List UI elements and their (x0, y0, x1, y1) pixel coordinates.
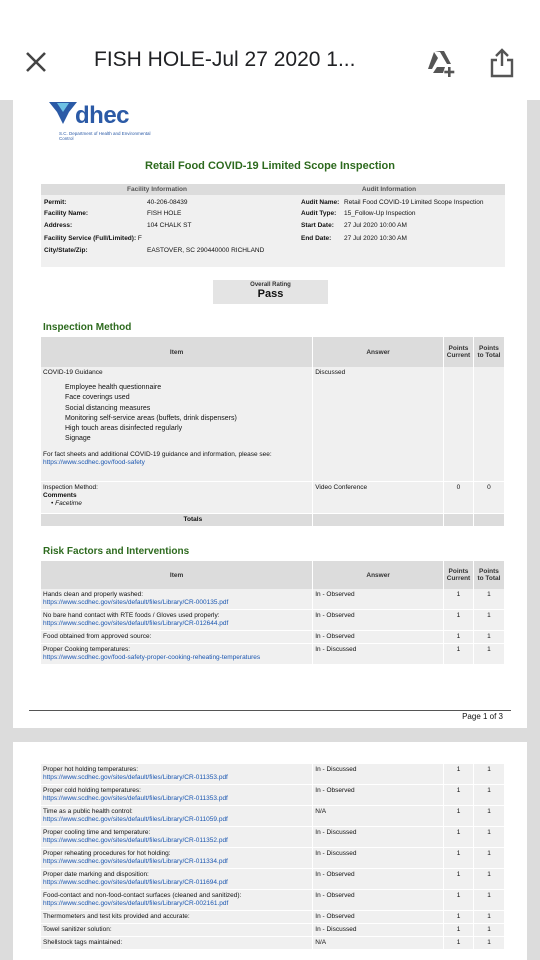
table-row (41, 827, 505, 848)
row-points-current: 1 (444, 589, 474, 610)
col-answer: Answer (313, 561, 444, 589)
row-item: Proper date marking and disposition: (43, 871, 149, 878)
row-item: Proper reheating procedures for hot holding: (43, 850, 171, 857)
list-item: Face coverings used (65, 394, 130, 402)
row-item: Proper cooling time and temperature: (43, 829, 151, 836)
row-points-current: 1 (444, 890, 474, 911)
row-item: Thermometers and test kits provided and accurate: (43, 913, 190, 920)
table-row (41, 610, 505, 631)
row-points-current: 1 (444, 827, 474, 848)
guidance-item: COVID-19 Guidance (43, 369, 103, 376)
list-item: High touch areas disinfected regularly (65, 425, 183, 433)
row-points-total: 1 (474, 848, 505, 869)
page-divider (29, 710, 511, 711)
table-row (41, 589, 505, 610)
table-row (41, 764, 505, 785)
col-points-current: Points Current (444, 561, 474, 589)
row-link[interactable]: https://www.scdhec.gov/sites/default/files/Library/CR-011694.pdf (43, 879, 228, 886)
totals-row (41, 513, 505, 526)
add-to-drive-icon[interactable] (424, 47, 456, 79)
method-answer: Video Conference (313, 481, 444, 513)
address-value: 104 CHALK ST (147, 222, 192, 229)
audit-type-label: Audit Type: (301, 210, 337, 217)
list-item: Signage (65, 435, 91, 443)
row-points-total: 1 (473, 589, 504, 610)
document-page-2 (13, 742, 527, 960)
overall-rating-value: Pass (257, 288, 284, 300)
row-answer: In - Observed (313, 631, 444, 644)
comments-label: Comments (43, 491, 77, 499)
overall-rating-label: Overall Rating (250, 282, 291, 288)
row-item: Proper cold holding temperatures: (43, 787, 141, 794)
row-link[interactable]: https://www.scdhec.gov/sites/default/files/Library/CR-011352.pdf (43, 837, 228, 844)
table-row (41, 644, 505, 665)
close-icon[interactable] (22, 48, 50, 76)
row-link[interactable]: https://www.scdhec.gov/sites/default/files/Library/CR-000135.pdf (43, 599, 229, 606)
row-points-current: 1 (444, 785, 474, 806)
table-row (41, 848, 505, 869)
row-link[interactable]: https://www.scdhec.gov/sites/default/files/Library/CR-011059.pdf (43, 816, 228, 823)
row-points-current: 1 (444, 937, 474, 950)
table-row (41, 367, 505, 481)
row-points-current: 1 (444, 924, 474, 937)
row-link[interactable]: https://www.scdhec.gov/food-safety-proper-cooking-reheating-temperatures (43, 654, 261, 661)
start-date-label: Start Date: (301, 222, 334, 229)
row-link[interactable]: https://www.scdhec.gov/sites/default/files/Library/CR-011353.pdf (43, 795, 228, 802)
document-title: FISH HOLE-Jul 27 2020 1... (94, 48, 356, 71)
row-points-current: 1 (444, 911, 474, 924)
row-link[interactable]: https://www.scdhec.gov/sites/default/files/Library/CR-002161.pdf (43, 900, 229, 907)
inspection-title: Retail Food COVID-19 Limited Scope Inspection (145, 160, 395, 172)
col-item: Item (41, 561, 313, 589)
table-row (41, 924, 505, 937)
inspection-method-table (41, 337, 505, 527)
logo-tagline: S.C. Department of Health and Environmental Control (59, 131, 151, 141)
method-points-current: 0 (444, 481, 474, 513)
guidance-answer: Discussed (313, 367, 444, 481)
row-points-current: 1 (444, 806, 474, 827)
list-item: Employee health questionnaire (65, 384, 162, 391)
guidance-link[interactable]: https://www.scdhec.gov/food-safety (43, 458, 145, 466)
comment-text: Facetime (55, 499, 82, 507)
row-points-current: 1 (444, 869, 474, 890)
facility-name-value: FISH HOLE (147, 210, 182, 217)
row-points-current: 1 (444, 848, 474, 869)
row-item: Food obtained from approved source: (43, 633, 152, 640)
address-label: Address: (44, 222, 73, 229)
facility-audit-info (41, 184, 505, 267)
row-points-current: 1 (444, 644, 474, 665)
list-item: Social distancing measures (65, 404, 151, 412)
logo-word: dhec (75, 102, 130, 129)
row-points-total: 1 (474, 924, 505, 937)
start-date-value: 27 Jul 2020 10:00 AM (344, 222, 407, 229)
col-answer: Answer (313, 337, 444, 367)
row-points-current: 1 (444, 764, 474, 785)
row-item: Shellstock tags maintained: (43, 939, 123, 946)
table-row (41, 937, 505, 950)
row-points-total: 1 (473, 644, 504, 665)
document-page-1 (13, 100, 527, 728)
permit-value: 40-206-08439 (147, 199, 188, 206)
row-points-current: 1 (444, 610, 474, 631)
row-item: Proper Cooking temperatures: (43, 646, 131, 653)
service-label: Facility Service (Full/Limited): (44, 235, 137, 242)
row-points-total: 1 (473, 610, 504, 631)
row-points-total: 1 (473, 631, 504, 644)
facility-name-label: Facility Name: (44, 210, 89, 217)
row-answer: In - Observed (313, 890, 444, 911)
end-date-label: End Date: (301, 235, 332, 242)
facility-info-header: Facility Information (127, 186, 187, 193)
col-item: Item (41, 337, 313, 367)
row-answer: In - Observed (313, 610, 444, 631)
row-item: Towel sanitizer solution: (43, 926, 112, 933)
row-link[interactable]: https://www.scdhec.gov/sites/default/files/Library/CR-012644.pdf (43, 620, 229, 627)
table-row (41, 631, 505, 644)
totals-label: Totals (41, 513, 313, 526)
permit-label: Permit: (44, 199, 67, 206)
method-points-total: 0 (473, 481, 504, 513)
share-icon[interactable] (488, 47, 516, 79)
row-answer: In - Discussed (313, 848, 444, 869)
row-points-total: 1 (474, 827, 505, 848)
row-points-total: 1 (474, 806, 505, 827)
dhec-logo (43, 100, 153, 146)
row-answer: N/A (313, 806, 444, 827)
row-item: Proper hot holding temperatures: (43, 766, 139, 773)
row-link[interactable]: https://www.scdhec.gov/sites/default/files/Library/CR-011353.pdf (43, 774, 228, 781)
table-row (41, 911, 505, 924)
risk-factors-table (41, 561, 505, 665)
table-row (41, 785, 505, 806)
row-answer: In - Discussed (313, 827, 444, 848)
table-row: Inspection Method: Comments • Facetime Video Conference 0 0 (41, 481, 505, 513)
table-row (41, 869, 505, 890)
list-item: Monitoring self-service areas (buffets, drink dispensers) (65, 414, 237, 422)
overall-rating (213, 280, 328, 304)
col-points-total: Points to Total (473, 337, 504, 367)
audit-info-header: Audit Information (361, 186, 417, 193)
row-item: Time as a public health control: (43, 808, 133, 815)
row-points-total: 1 (474, 937, 505, 950)
table-row (41, 890, 505, 911)
row-points-total: 1 (474, 890, 505, 911)
row-points-total: 1 (474, 764, 505, 785)
row-answer: In - Observed (313, 589, 444, 610)
audit-name-value: Retail Food COVID-19 Limited Scope Inspection (344, 199, 484, 206)
row-points-current: 1 (444, 631, 474, 644)
city-label: City/State/Zip: (44, 247, 88, 254)
guidance-note: For fact sheets and additional COVID-19 guidance and information, please see: (43, 450, 272, 458)
app-bar (0, 0, 540, 100)
risk-factors-title: Risk Factors and Interventions (43, 546, 190, 557)
service-value: F (137, 235, 142, 242)
audit-type-value: 15_Follow-Up Inspection (344, 210, 416, 217)
row-points-total: 1 (474, 869, 505, 890)
row-points-total: 1 (474, 785, 505, 806)
audit-name-label: Audit Name: (301, 199, 340, 206)
row-item: Food-contact and non-food-contact surfaces (cleaned and sanitized): (43, 892, 242, 899)
row-answer: In - Observed (313, 785, 444, 806)
row-item: No bare hand contact with RTE foods / Gloves used properly: (43, 612, 220, 619)
method-item: Inspection Method: (43, 483, 98, 491)
row-answer: In - Discussed (313, 764, 444, 785)
table-row (41, 806, 505, 827)
inspection-method-title: Inspection Method (43, 322, 132, 333)
row-answer: N/A (313, 937, 444, 950)
row-points-total: 1 (474, 911, 505, 924)
city-value: EASTOVER, SC 290440000 RICHLAND (147, 247, 265, 254)
col-points-total: Points to Total (473, 561, 504, 589)
row-link[interactable]: https://www.scdhec.gov/sites/default/files/Library/CR-011334.pdf (43, 858, 228, 865)
end-date-value: 27 Jul 2020 10:30 AM (344, 235, 407, 242)
row-answer: In - Observed (313, 911, 444, 924)
row-answer: In - Discussed (313, 924, 444, 937)
guidance-list (43, 383, 310, 445)
col-points-current: Points Current (444, 337, 474, 367)
risk-factors-table-continued (41, 764, 505, 950)
page-number: Page 1 of 3 (462, 712, 503, 721)
row-answer: In - Observed (313, 869, 444, 890)
row-item: Hands clean and properly washed: (43, 591, 144, 598)
row-answer: In - Discussed (313, 644, 444, 665)
